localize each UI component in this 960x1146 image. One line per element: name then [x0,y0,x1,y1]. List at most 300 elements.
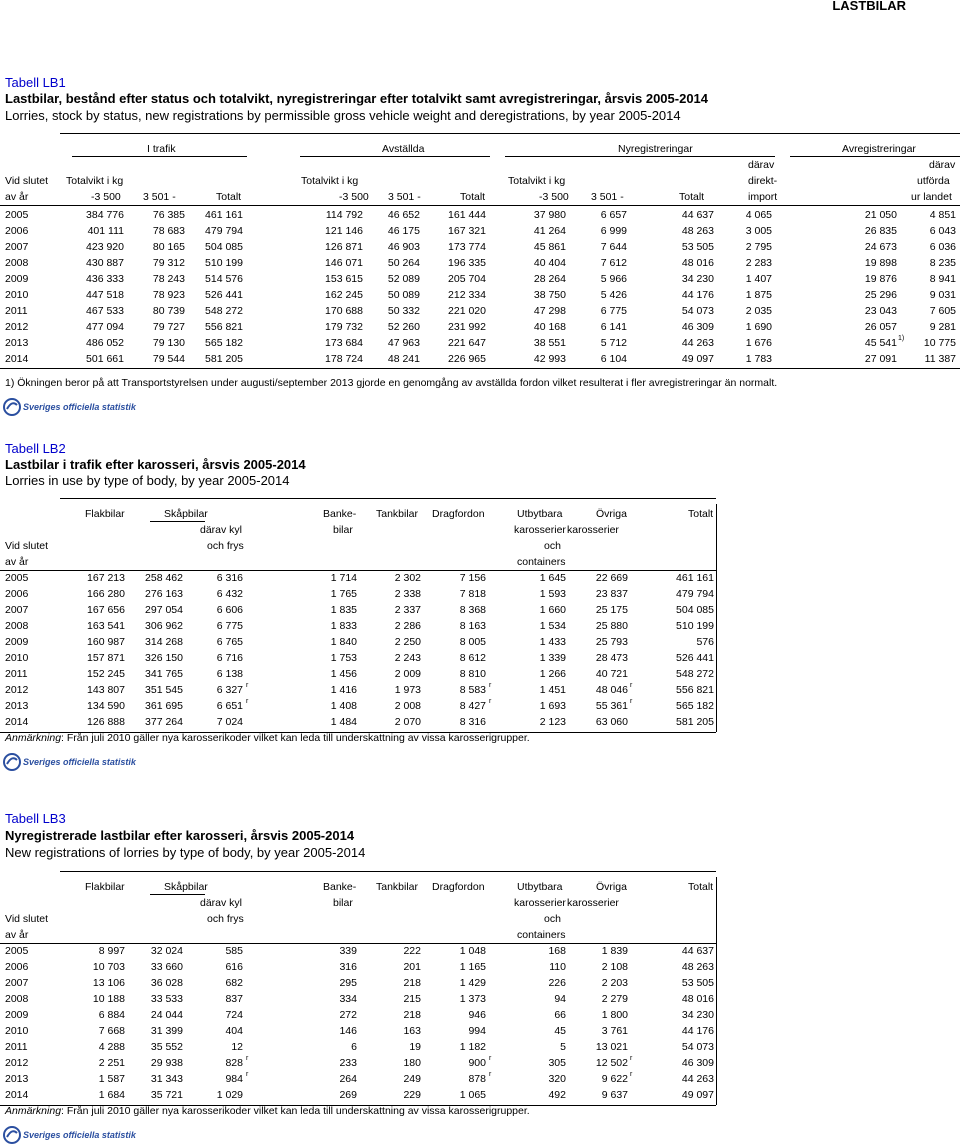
table-right-rule [716,877,717,1105]
data-cell: 23 043 [864,305,897,317]
data-cell: 48 046 [595,684,628,696]
data-cell: 79 312 [152,257,185,269]
data-cell: 167 321 [448,225,486,237]
data-cell: 1 065 [459,1089,486,1101]
data-cell: 126 888 [87,716,125,728]
data-cell: 1 800 [601,1009,628,1021]
data-cell: 35 552 [150,1041,183,1053]
table-row [0,335,960,351]
year-cell: 2009 [5,1009,29,1021]
data-cell: 264 [339,1073,357,1085]
header-skapbilar: Skåpbilar [164,508,208,520]
data-cell: 1 714 [330,572,357,584]
data-cell: 447 518 [86,289,124,301]
data-cell: 42 993 [533,353,566,365]
data-cell: 1 433 [539,636,566,648]
table-row [0,602,960,618]
year-cell: 2012 [5,321,29,333]
data-cell: 27 091 [864,353,897,365]
data-cell: 1 835 [330,604,357,616]
data-cell: 1 684 [98,1089,125,1101]
data-cell: 121 146 [325,225,363,237]
revised-marker: r [489,682,492,689]
sos-logo-icon [3,753,21,771]
data-cell: 170 688 [325,305,363,317]
data-cell: 19 [409,1041,421,1053]
header-karosserier: karosserier [514,524,566,536]
table-row [0,1039,960,1055]
year-cell: 2006 [5,588,29,600]
data-cell: 504 085 [676,604,714,616]
table-row [0,975,960,991]
data-cell: 276 163 [145,588,183,600]
data-cell: 78 683 [152,225,185,237]
header-och_frys: och frys [207,913,244,925]
data-cell: 29 938 [150,1057,183,1069]
data-cell: 1 645 [539,572,566,584]
data-cell: 1 783 [745,353,772,365]
data-cell: 8 235 [929,257,956,269]
lb1-h-totalt-1: Totalt [216,191,242,203]
data-cell: 41 264 [533,225,566,237]
data-cell: 143 807 [87,684,125,696]
data-cell: 2 035 [745,305,772,317]
data-cell: 38 750 [533,289,566,301]
table-row [0,943,960,959]
header-totalt: Totalt [688,881,714,893]
data-cell: 1 593 [539,588,566,600]
data-cell: 1 416 [330,684,357,696]
header-vid_slutet: Vid slutet [5,540,48,552]
lb1-h-totalt-3: Totalt [679,191,705,203]
table-lb1-title-sv: Lastbilar, bestånd efter status och totalvikt, nyregistreringar efter totalvikt samt avregistreringar, årsvis 2005-2014 [5,91,709,106]
lb1-h-m3500-3: -3 500 [539,191,569,203]
data-cell: 45 541 [864,337,897,349]
data-cell: 2 243 [394,652,421,664]
data-cell: 10 703 [92,961,125,973]
data-cell: 8 368 [459,604,486,616]
table-row [0,650,960,666]
lb1-h-vidslutet: Vid slutet [5,175,48,187]
data-cell: 2 203 [601,977,628,989]
data-cell: 49 097 [681,1089,714,1101]
data-cell: 34 230 [681,1009,714,1021]
lb1-h-3501-2: 3 501 - [388,191,421,203]
data-cell: 249 [403,1073,421,1085]
data-cell: 21 050 [864,209,897,221]
data-cell: 79 130 [152,337,185,349]
header-av_ar: av år [5,556,29,568]
year-cell: 2009 [5,273,29,285]
data-cell: 556 821 [205,321,243,333]
year-cell: 2012 [5,1057,29,1069]
table-row [0,991,960,1007]
data-cell: 477 094 [86,321,124,333]
table-row [0,207,960,223]
data-cell: 2 286 [394,620,421,632]
data-cell: 10 188 [92,993,125,1005]
scb-logo-2 [3,753,136,771]
data-cell: 5 [560,1041,566,1053]
lb1-top-rule [60,133,960,134]
data-cell: 114 792 [325,209,363,221]
data-cell: 2 250 [394,636,421,648]
table-lb3-title-en: New registrations of lorries by type of body, by year 2005-2014 [5,845,366,860]
data-cell: 423 920 [86,241,124,253]
table-row [0,959,960,975]
lb1-footnote: 1) Ökningen beror på att Transportstyrelsen under augusti/september 2013 gjorde en genomgång av avställda fordon vilket resulterat i fler avregistreringar än normalt. [5,377,778,389]
data-cell: 5 426 [600,289,627,301]
data-cell: 146 [339,1025,357,1037]
header-darav_kyl: därav kyl [200,524,243,536]
data-cell: 461 161 [205,209,243,221]
table-row [0,303,960,319]
data-cell: 80 165 [152,241,185,253]
header-darav_kyl: därav kyl [200,897,243,909]
header-vid_slutet: Vid slutet [5,913,48,925]
data-cell: 4 851 [929,209,956,221]
data-cell: 178 724 [325,353,363,365]
data-cell: 160 987 [87,636,125,648]
data-cell: 2 108 [601,961,628,973]
data-cell: 28 264 [533,273,566,285]
data-cell: 180 [403,1057,421,1069]
data-cell: 8 810 [459,668,486,680]
sos-logo-icon [3,398,21,416]
data-cell: 1 182 [459,1041,486,1053]
data-cell: 6 036 [929,241,956,253]
data-cell: 2 008 [394,700,421,712]
data-cell: 34 230 [681,273,714,285]
data-cell: 222 [403,945,421,957]
data-cell: 6 775 [600,305,627,317]
data-cell: 4 288 [98,1041,125,1053]
table-lb3-number: Tabell LB3 [5,811,66,826]
header-bilar: bilar [333,897,353,909]
data-cell: 6 043 [929,225,956,237]
data-cell: 9 031 [929,289,956,301]
year-cell: 2010 [5,289,29,301]
data-cell: 404 [225,1025,243,1037]
data-cell: 50 264 [387,257,420,269]
table-row [0,239,960,255]
revised-marker: r [246,1055,249,1062]
data-cell: 7 156 [459,572,486,584]
data-cell: 479 794 [205,225,243,237]
data-cell: 25 175 [595,604,628,616]
data-cell: 295 [339,977,357,989]
revised-marker: r [630,1055,633,1062]
data-cell: 6 606 [216,604,243,616]
data-cell: 9 637 [601,1089,628,1101]
header-row [0,506,960,522]
header-containers: containers [517,929,566,941]
data-cell: 1 165 [459,961,486,973]
data-cell: 1 266 [539,668,566,680]
header-och: och [544,913,561,925]
lb2-note [5,732,530,744]
table-row [0,1087,960,1103]
data-cell: 226 [548,977,566,989]
header-och_frys: och frys [207,540,244,552]
table-lb2-number: Tabell LB2 [5,441,66,456]
data-cell: 46 652 [387,209,420,221]
table-row [0,1055,960,1071]
table-row [0,634,960,650]
data-cell: 436 333 [86,273,124,285]
header-flakbilar: Flakbilar [85,508,125,520]
data-cell: 1 373 [459,993,486,1005]
data-cell: 351 545 [145,684,183,696]
data-cell: 2 009 [394,668,421,680]
data-cell: 7 644 [600,241,627,253]
data-cell: 161 444 [448,209,486,221]
data-cell: 233 [339,1057,357,1069]
data-cell: 1 690 [745,321,772,333]
data-cell: 66 [554,1009,566,1021]
data-cell: 6 657 [600,209,627,221]
data-cell: 163 541 [87,620,125,632]
data-cell: 8 316 [459,716,486,728]
lb1-h-m3500-1: -3 500 [91,191,121,203]
data-cell: 46 309 [681,321,714,333]
table-row [0,570,960,586]
data-cell: 2 337 [394,604,421,616]
lb1-h-totalvikt-avst: Totalvikt i kg [301,175,359,187]
revised-marker: r [489,1071,492,1078]
data-cell: 269 [339,1089,357,1101]
data-cell: 1 676 [745,337,772,349]
data-cell: 226 965 [448,353,486,365]
data-cell: 19 898 [864,257,897,269]
data-cell: 8 997 [98,945,125,957]
data-cell: 361 695 [145,700,183,712]
data-cell: 7 668 [98,1025,125,1037]
header-totalt: Totalt [688,508,714,520]
year-cell: 2013 [5,337,29,349]
data-cell: 201 [403,961,421,973]
data-cell: 26 835 [864,225,897,237]
data-cell: 179 732 [325,321,363,333]
data-cell: 326 150 [145,652,183,664]
data-cell: 52 260 [387,321,420,333]
data-cell: 28 473 [595,652,628,664]
data-cell: 1 407 [745,273,772,285]
data-cell: 48 263 [681,961,714,973]
data-cell: 36 028 [150,977,183,989]
lb1-h-3501-1: 3 501 - [143,191,176,203]
data-cell: 984 [225,1073,243,1085]
data-cell: 52 089 [387,273,420,285]
data-cell: 461 161 [676,572,714,584]
year-cell: 2014 [5,1089,29,1101]
data-cell: 7 818 [459,588,486,600]
header-banke: Banke- [323,508,357,520]
data-cell: 297 054 [145,604,183,616]
data-cell: 25 880 [595,620,628,632]
data-cell: 1 693 [539,700,566,712]
data-cell: 13 106 [92,977,125,989]
table-lb1-number: Tabell LB1 [5,75,66,90]
data-cell: 205 704 [448,273,486,285]
data-cell: 510 199 [676,620,714,632]
data-cell: 3 005 [745,225,772,237]
data-cell: 78 243 [152,273,185,285]
data-cell: 401 111 [87,225,124,237]
data-cell: 48 016 [681,993,714,1005]
data-cell: 23 837 [595,588,628,600]
page-header: LASTBILAR [832,0,906,13]
data-cell: 12 [231,1041,243,1053]
data-cell: 218 [403,1009,421,1021]
data-cell: 168 [548,945,566,957]
data-cell: 46 175 [387,225,420,237]
data-cell: 724 [225,1009,243,1021]
lb3-note-text: : Från juli 2010 gäller nya karosserikoder vilket kan leda till underskattning av vissa karosserigrupper. [61,1105,530,1117]
data-cell: 53 505 [681,241,714,253]
data-cell: 3 761 [601,1025,628,1037]
data-cell: 1 660 [539,604,566,616]
table-row [0,1007,960,1023]
data-cell: 8 941 [929,273,956,285]
data-cell: 7 605 [929,305,956,317]
data-cell: 5 966 [600,273,627,285]
data-cell: 40 168 [533,321,566,333]
lb1-h-direkt: direkt- [748,175,778,187]
data-cell: 585 [225,945,243,957]
table-row [0,618,960,634]
header-row [0,911,960,927]
data-cell: 212 334 [448,289,486,301]
lb1-h-darav-export: därav [929,159,956,171]
data-cell: 53 505 [681,977,714,989]
data-cell: 50 089 [387,289,420,301]
data-cell: 1 048 [459,945,486,957]
header-och: och [544,540,561,552]
data-cell: 167 656 [87,604,125,616]
data-cell: 196 335 [448,257,486,269]
table-row [0,351,960,367]
data-cell: 9 281 [929,321,956,333]
data-cell: 40 404 [533,257,566,269]
data-cell: 6 104 [600,353,627,365]
logo-text: Sveriges officiella statistik [23,757,136,767]
data-cell: 32 024 [150,945,183,957]
data-cell: 430 887 [86,257,124,269]
data-cell: 38 551 [533,337,566,349]
year-cell: 2011 [5,668,28,680]
header-banke: Banke- [323,881,357,893]
data-cell: 11 387 [924,353,956,365]
data-cell: 33 660 [150,961,183,973]
lb1-h-avar: av år [5,191,29,203]
year-cell: 2010 [5,652,29,664]
header-row [0,879,960,895]
data-cell: 45 [554,1025,566,1037]
lb1-h-utforda: utförda [917,175,950,187]
lb1-h-3501-3: 3 501 - [591,191,624,203]
data-cell: 492 [548,1089,566,1101]
data-cell: 6 651 [216,700,243,712]
data-cell: 48 241 [387,353,420,365]
sos-logo-icon [3,1126,21,1144]
data-cell: 306 962 [145,620,183,632]
table-row [0,586,960,602]
data-cell: 6 327 [216,684,243,696]
data-cell: 377 264 [145,716,183,728]
data-cell: 828 [225,1057,243,1069]
data-cell: 6 432 [216,588,243,600]
revised-marker: r [630,698,633,705]
table-row [0,223,960,239]
lb3-note [5,1105,530,1117]
table-row [0,682,960,698]
data-cell: 682 [225,977,243,989]
data-cell: 1 765 [330,588,357,600]
data-cell: 215 [403,993,421,1005]
data-cell: 616 [225,961,243,973]
data-cell: 25 793 [595,636,628,648]
data-cell: 63 060 [595,716,628,728]
table-row [0,1023,960,1039]
lb1-h-totalvikt-itrafik: Totalvikt i kg [66,175,124,187]
data-cell: 6 [351,1041,357,1053]
data-cell: 581 205 [676,716,714,728]
year-cell: 2011 [5,1041,28,1053]
data-cell: 1 875 [745,289,772,301]
data-cell: 173 774 [448,241,486,253]
data-cell: 40 721 [595,668,628,680]
table-row [0,271,960,287]
table-lb3-title-sv: Nyregistrerade lastbilar efter karosseri, årsvis 2005-2014 [5,828,355,843]
header-dragfordon: Dragfordon [432,881,485,893]
data-cell: 1 587 [98,1073,125,1085]
data-cell: 166 280 [87,588,125,600]
data-cell: 1 840 [330,636,357,648]
data-cell: 229 [403,1089,421,1101]
lb1-h-totalvikt-nyreg: Totalvikt i kg [508,175,566,187]
data-cell: 55 361 [595,700,628,712]
year-cell: 2013 [5,1073,29,1085]
lb1-bottom-rule [0,368,960,369]
data-cell: 7 024 [216,716,243,728]
data-cell: 1 456 [330,668,357,680]
data-cell: 5 712 [600,337,627,349]
data-cell: 514 576 [205,273,243,285]
header-row [0,554,960,570]
data-cell: 134 590 [87,700,125,712]
data-cell: 47 298 [533,305,566,317]
data-cell: 384 776 [86,209,124,221]
year-cell: 2005 [5,209,29,221]
logo-text: Sveriges officiella statistik [23,1130,136,1140]
data-cell: 13 021 [595,1041,628,1053]
data-cell: 50 332 [387,305,420,317]
data-cell: 2 251 [98,1057,125,1069]
data-cell: 24 044 [150,1009,183,1021]
data-cell: 258 462 [145,572,183,584]
skapbilar-underline [150,894,205,895]
data-cell: 44 263 [681,337,714,349]
year-cell: 2005 [5,945,29,957]
data-cell: 339 [339,945,357,957]
data-cell: 78 923 [152,289,185,301]
data-cell: 2 070 [394,716,421,728]
data-cell: 22 669 [595,572,628,584]
revised-marker: r [489,1055,492,1062]
scb-logo [3,398,136,416]
data-cell: 8 005 [459,636,486,648]
